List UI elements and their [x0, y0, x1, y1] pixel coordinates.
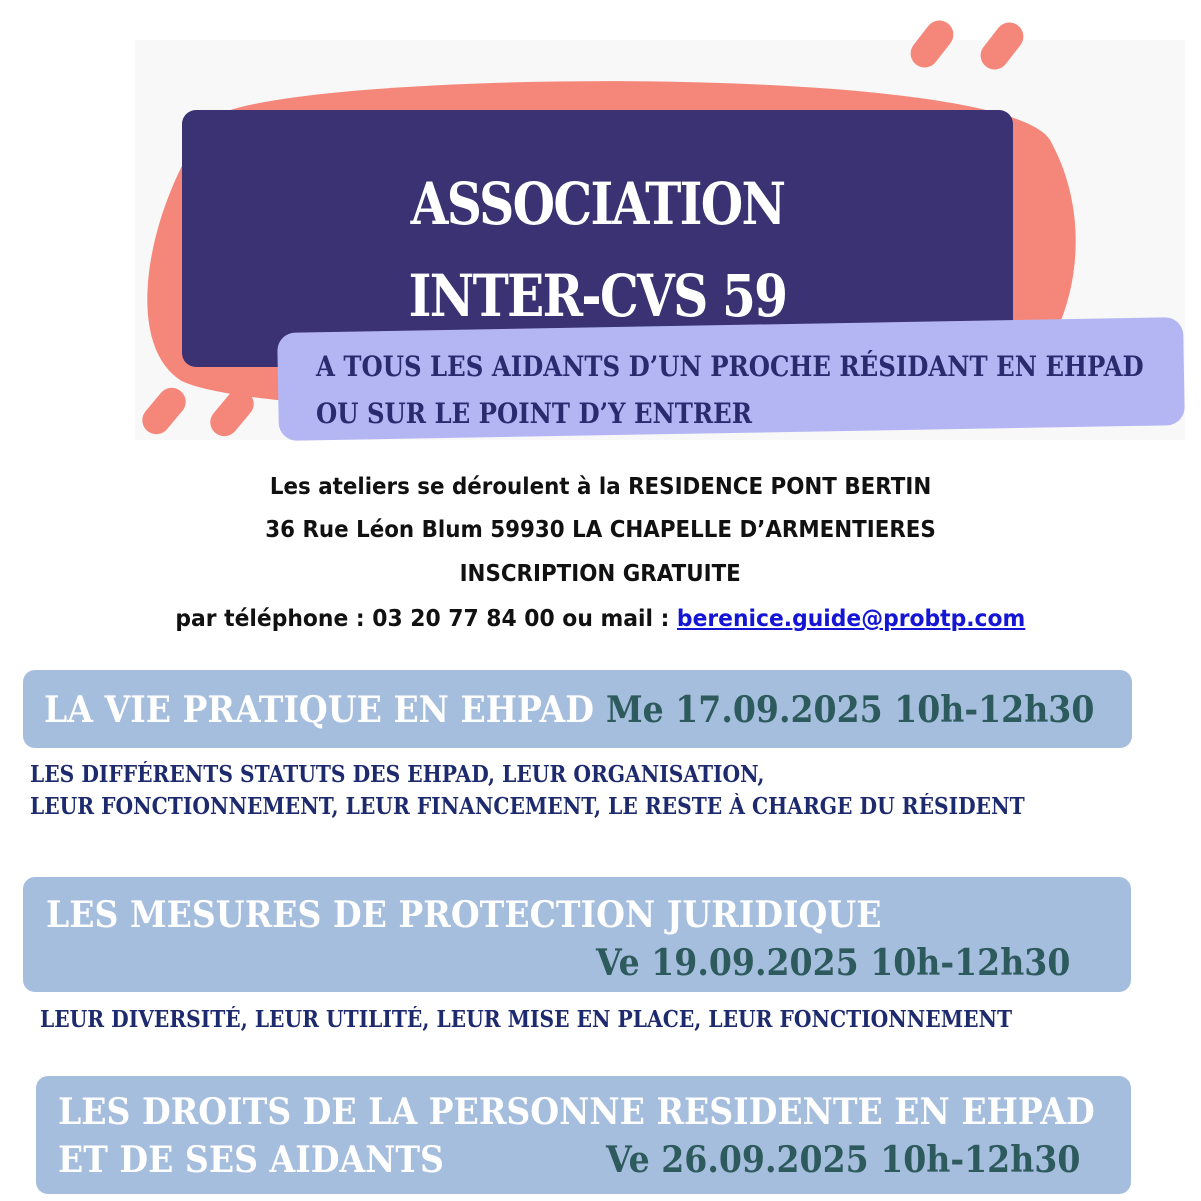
email-link[interactable]: berenice.guide@probtp.com — [677, 606, 1026, 632]
workshop-3-date: Ve 26.09.2025 10h-12h30 — [606, 1139, 1081, 1181]
title-line-2: INTER-CVS 59 — [408, 262, 787, 330]
workshop-3-title-line-2: ET DE SES AIDANTS — [58, 1139, 444, 1181]
registration-line: INSCRIPTION GRATUITE — [459, 561, 742, 587]
subtitle-line-1: A TOUS LES AIDANTS D’UN PROCHE RÉSIDANT EN EHPAD — [316, 350, 1144, 383]
workshop-2-date: Ve 19.09.2025 10h-12h30 — [596, 942, 1071, 984]
workshop-1-description-line-2: LEUR FONCTIONNEMENT, LEUR FINANCEMENT, LE RESTE À CHARGE DU RÉSIDENT — [30, 793, 1025, 820]
workshop-1-title: LA VIE PRATIQUE EN EHPAD — [44, 689, 594, 731]
workshop-1-description-line-1: LES DIFFÉRENTS STATUTS DES EHPAD, LEUR ORGANISATION, — [30, 761, 765, 788]
workshop-2-description: LEUR DIVERSITÉ, LEUR UTILITÉ, LEUR MISE EN PLACE, LEUR FONCTIONNEMENT — [40, 1006, 1013, 1033]
workshop-3-title-line-1: LES DROITS DE LA PERSONNE RESIDENTE EN EHPAD — [58, 1091, 1095, 1133]
address-line: 36 Rue Léon Blum 59930 LA CHAPELLE D’ARMENTIERES — [265, 517, 936, 543]
contact-line — [0, 606, 1201, 632]
contact-prefix: par téléphone : 03 20 77 84 00 ou mail : — [175, 606, 678, 632]
subtitle-line-2: OU SUR LE POINT D’Y ENTRER — [316, 397, 752, 430]
title-line-1: ASSOCIATION — [410, 170, 785, 238]
venue-line: Les ateliers se déroulent à la RESIDENCE PONT BERTIN — [269, 474, 932, 500]
workshop-1-date: Me 17.09.2025 10h-12h30 — [606, 689, 1095, 731]
workshop-2-title: LES MESURES DE PROTECTION JURIDIQUE — [46, 894, 882, 936]
